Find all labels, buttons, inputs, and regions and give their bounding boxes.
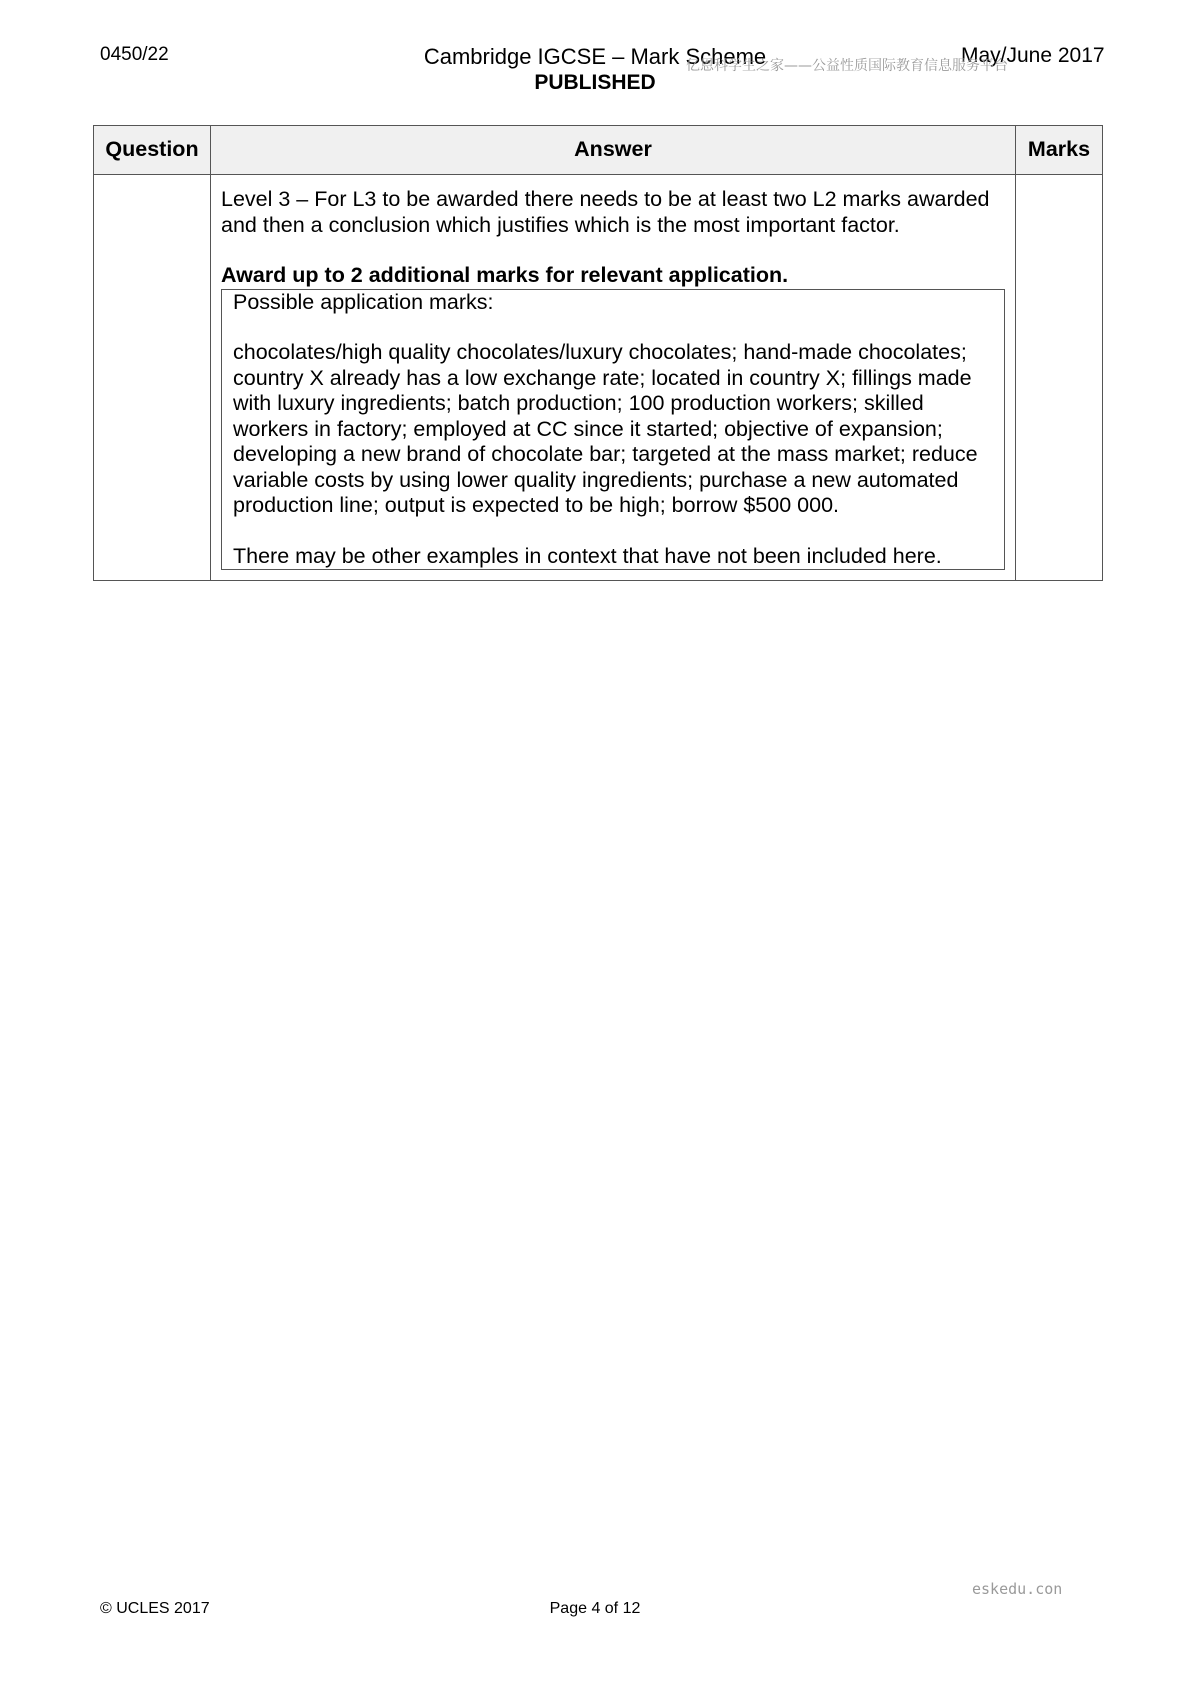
answer-cell: [211, 175, 1016, 581]
published-label: PUBLISHED: [534, 71, 656, 94]
marks-column-header: Marks: [1016, 126, 1103, 175]
application-marks-box: [221, 289, 1005, 571]
page-number: Page 4 of 12: [549, 1600, 641, 1617]
watermark-text: 亿恩科学生之家——公益性质国际教育信息服务平台: [686, 58, 1008, 74]
application-other-note: There may be other examples in context that have not been included here.: [233, 543, 942, 568]
copyright: © UCLES 2017: [100, 1600, 210, 1617]
document-title: Cambridge IGCSE – Mark Scheme: [423, 44, 767, 69]
table-row: [94, 175, 1103, 581]
footer-watermark: eskedu.con: [972, 1580, 1063, 1598]
marks-cell: [1016, 175, 1103, 581]
mark-scheme-table: [93, 125, 1103, 581]
question-cell: [94, 175, 211, 581]
application-intro: Possible application marks:: [233, 289, 494, 314]
question-column-header: Question: [94, 126, 211, 175]
award-instruction: Award up to 2 additional marks for relevant application.: [221, 263, 789, 287]
exam-session: May/June 2017: [961, 44, 1105, 67]
application-list: chocolates/high quality chocolates/luxury chocolates; hand-made chocolates; country X already has a low exchange rate; located in country X; fillings made with luxury ingredients; batch production; 100 production workers; skilled workers in factory; employed at CC since it started; objective of expansion; developing a new brand of chocolate bar; targeted at the mass market; reduce variable costs by using lower quality ingredients; purchase a new automated production line; output is expected to be high; borrow $500 000.: [233, 340, 978, 517]
level-3-descriptor: Level 3 – For L3 to be awarded there needs to be at least two L2 marks awarded and then a conclusion which justifies which is the most important factor.: [221, 187, 990, 237]
answer-column-header: Answer: [211, 126, 1016, 175]
paper-code: 0450/22: [100, 44, 169, 65]
table-header-row: [94, 126, 1103, 175]
